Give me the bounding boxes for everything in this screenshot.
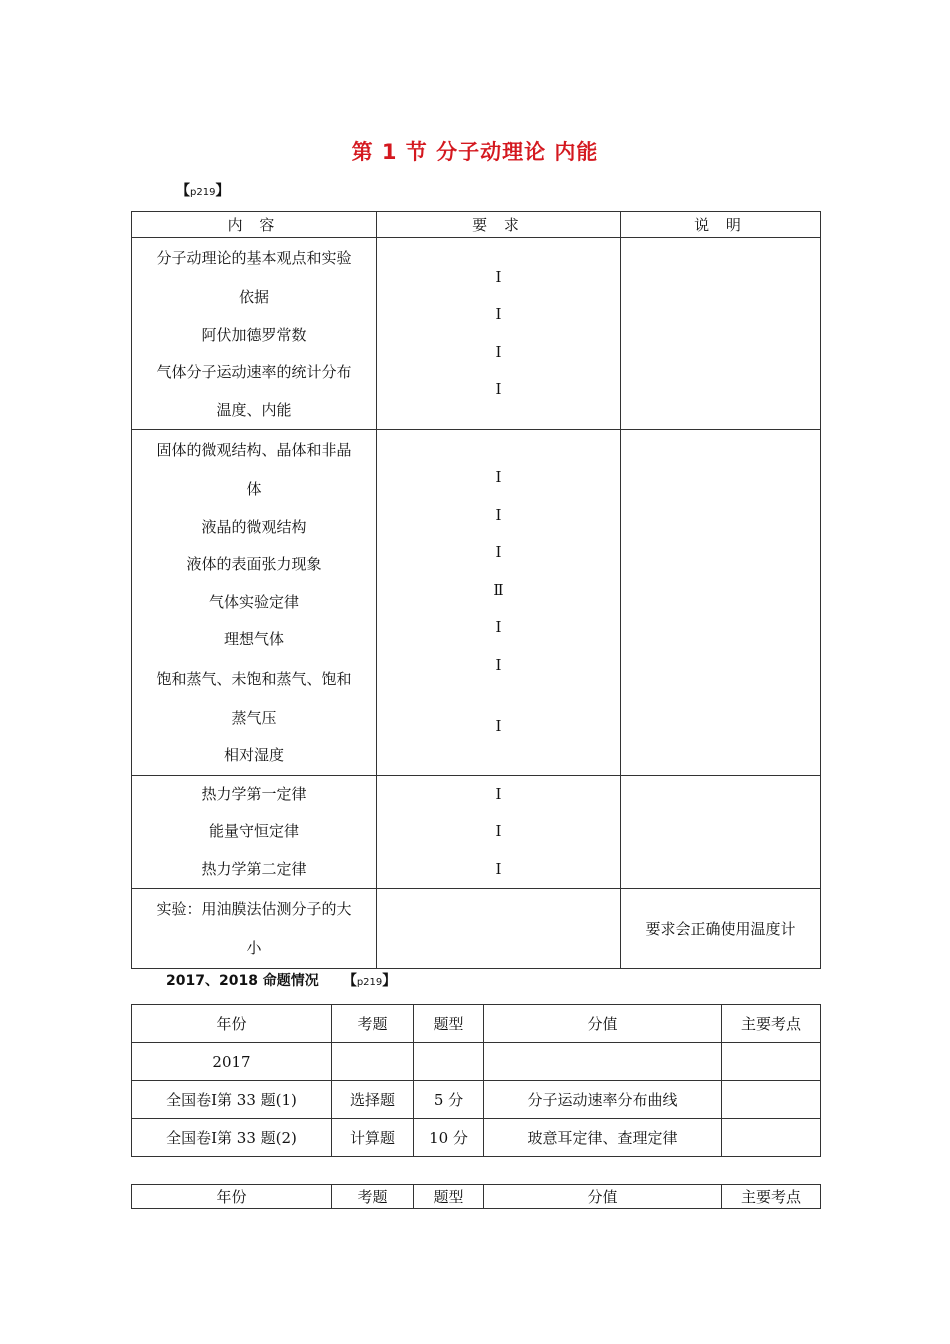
content-line: 热力学第二定律 xyxy=(201,859,307,878)
content-line: 蒸气压 xyxy=(231,708,277,727)
table-cell: 计算题 xyxy=(332,1119,414,1157)
table-cell xyxy=(414,1043,484,1081)
content-cell xyxy=(132,775,377,889)
content-line: 温度、内能 xyxy=(216,400,292,419)
table-cell: 分子运动速率分布曲线 xyxy=(484,1081,722,1119)
level-value: Ⅰ xyxy=(495,822,502,840)
header-type: 题型 xyxy=(414,1005,484,1043)
table-header-row xyxy=(132,1005,821,1043)
content-line: 小 xyxy=(246,939,262,957)
table-row xyxy=(132,430,821,776)
level-value: Ⅰ xyxy=(495,505,502,524)
header-type: 题型 xyxy=(414,1185,484,1209)
exam-page-reference: 【p219】 xyxy=(342,973,397,989)
level-value: Ⅰ xyxy=(495,655,502,674)
content-line: 能量守恒定律 xyxy=(208,822,299,840)
level-value: Ⅰ xyxy=(495,305,502,323)
content-line: 理想气体 xyxy=(223,630,284,648)
table-cell: 选择题 xyxy=(332,1081,414,1119)
content-line: 气体分子运动速率的统计分布 xyxy=(156,363,352,381)
header-key-points: 主要考点 xyxy=(722,1005,821,1043)
exam-section-caption xyxy=(166,970,396,990)
header-score: 分值 xyxy=(484,1185,722,1209)
level-value: Ⅰ xyxy=(495,618,502,636)
content-line: 液晶的微观结构 xyxy=(201,517,307,536)
level-value: Ⅰ xyxy=(495,543,502,561)
content-line: 依据 xyxy=(238,288,269,306)
table-cell: 全国卷Ⅰ第 33 题(1) xyxy=(132,1081,332,1119)
table-header-row xyxy=(132,212,821,238)
note-cell xyxy=(621,775,821,889)
header-content: 内 容 xyxy=(132,212,377,238)
table-row xyxy=(132,1119,821,1157)
content-line: 分子动理论的基本观点和实验 xyxy=(156,249,352,267)
level-value: Ⅱ xyxy=(493,580,504,599)
header-key-points: 主要考点 xyxy=(722,1185,821,1209)
table-cell: 2017 xyxy=(132,1043,332,1081)
level-spacer xyxy=(377,684,620,708)
requirements-table xyxy=(131,211,821,969)
exam-table-continued xyxy=(131,1184,821,1209)
level-cell xyxy=(377,430,621,776)
page-reference: 【p219】 xyxy=(176,183,230,199)
level-cell xyxy=(377,238,621,430)
content-cell xyxy=(132,430,377,776)
table-row xyxy=(132,775,821,889)
note-cell: 要求会正确使用温度计 xyxy=(621,889,821,969)
table-cell xyxy=(722,1043,821,1081)
content-line: 阿伏加德罗常数 xyxy=(201,325,307,344)
header-question: 考题 xyxy=(332,1185,414,1209)
level-value: Ⅰ xyxy=(495,267,502,286)
note-cell xyxy=(621,238,821,430)
content-line: 热力学第一定律 xyxy=(201,784,307,803)
level-cell xyxy=(377,775,621,889)
content-line: 体 xyxy=(246,480,262,498)
table-row xyxy=(132,889,821,969)
table-row xyxy=(132,1081,821,1119)
header-year: 年份 xyxy=(132,1185,332,1209)
content-line: 固体的微观结构、晶体和非晶 xyxy=(156,441,352,459)
table-cell xyxy=(332,1043,414,1081)
table-cell: 玻意耳定律、查理定律 xyxy=(484,1119,722,1157)
content-line: 液体的表面张力现象 xyxy=(186,555,322,573)
table-row xyxy=(132,1043,821,1081)
content-cell xyxy=(132,238,377,430)
table-row xyxy=(132,238,821,430)
level-value: Ⅰ xyxy=(495,717,502,735)
content-cell xyxy=(132,889,377,969)
page-title: 第 1 节 分子动理论 内能 xyxy=(351,140,599,164)
level-value: Ⅰ xyxy=(495,380,502,398)
header-score: 分值 xyxy=(484,1005,722,1043)
content-line: 实验：用油膜法估测分子的大 xyxy=(156,900,352,918)
level-value: Ⅰ xyxy=(495,784,502,803)
level-value: Ⅰ xyxy=(495,342,502,361)
table-cell: 全国卷Ⅰ第 33 题(2) xyxy=(132,1119,332,1157)
level-value: Ⅰ xyxy=(495,859,502,878)
table-cell xyxy=(722,1119,821,1157)
content-line: 气体实验定律 xyxy=(208,592,299,611)
table-cell: 10 分 xyxy=(414,1119,484,1157)
note-cell xyxy=(621,430,821,776)
exam-table xyxy=(131,1004,821,1157)
table-header-row xyxy=(132,1185,821,1209)
content-line: 相对湿度 xyxy=(223,746,284,764)
header-question: 考题 xyxy=(332,1005,414,1043)
header-requirement: 要 求 xyxy=(377,212,621,238)
table-cell: 5 分 xyxy=(414,1081,484,1119)
table-cell xyxy=(722,1081,821,1119)
content-line: 饱和蒸气、未饱和蒸气、饱和 xyxy=(156,669,352,688)
header-note: 说 明 xyxy=(621,212,821,238)
level-value: Ⅰ xyxy=(495,468,502,486)
exam-caption-text: 2017、2018 命题情况 xyxy=(166,973,319,989)
level-cell xyxy=(377,889,621,969)
header-year: 年份 xyxy=(132,1005,332,1043)
table-cell xyxy=(484,1043,722,1081)
